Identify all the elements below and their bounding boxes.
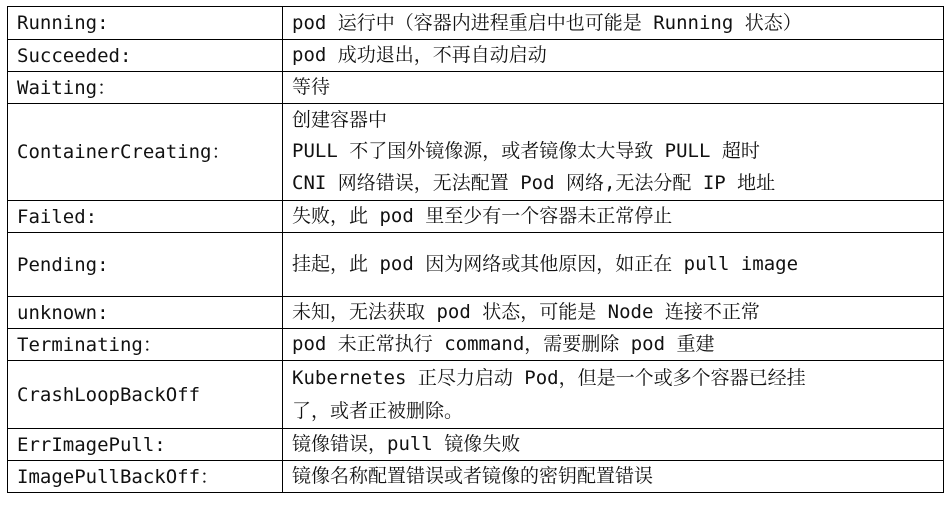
description-cell — [283, 297, 944, 329]
state-cell: ContainerCreating： — [8, 104, 283, 201]
description-cell — [283, 361, 944, 429]
state-cell: Running: — [8, 7, 283, 40]
state-cell: CrashLoopBackOff — [8, 361, 283, 429]
state-cell: unknown: — [8, 297, 283, 329]
description-cell — [283, 72, 944, 104]
description-line: pod 成功退出，不再自动启动 — [292, 44, 547, 66]
table-row — [8, 7, 944, 40]
table-row — [8, 104, 944, 201]
description-line: 未知，无法获取 pod 状态，可能是 Node 连接不正常 — [292, 301, 760, 323]
description-cell — [283, 329, 944, 361]
description-line: pod 未正常执行 command，需要删除 pod 重建 — [292, 333, 715, 355]
state-cell: Succeeded: — [8, 40, 283, 72]
description-line: Kubernetes 正尽力启动 Pod，但是一个或多个容器已经挂 — [292, 366, 806, 389]
state-cell: ErrImagePull: — [8, 429, 283, 461]
table-row — [8, 72, 944, 104]
description-cell — [283, 201, 944, 233]
description-cell — [283, 7, 944, 40]
description-cell — [283, 429, 944, 461]
table-row — [8, 40, 944, 72]
table-row — [8, 361, 944, 429]
description-cell — [283, 461, 944, 493]
table-row — [8, 461, 944, 493]
description-line: 镜像名称配置错误或者镜像的密钥配置错误 — [292, 465, 654, 487]
state-cell: Failed: — [8, 201, 283, 233]
description-line: CNI 网络错误，无法配置 Pod 网络,无法分配 IP 地址 — [292, 171, 776, 194]
table-row — [8, 201, 944, 233]
description-cell — [283, 233, 944, 297]
table-row — [8, 329, 944, 361]
description-line: 挂起，此 pod 因为网络或其他原因，如正在 pull image — [292, 253, 799, 275]
state-cell: Waiting： — [8, 72, 283, 104]
description-cell — [283, 104, 944, 201]
state-cell: ImagePullBackOff： — [8, 461, 283, 493]
pod-status-table — [7, 6, 944, 493]
table-row — [8, 297, 944, 329]
description-cell — [283, 40, 944, 72]
state-cell: Terminating： — [8, 329, 283, 361]
description-line: PULL 不了国外镜像源，或者镜像太大导致 PULL 超时 — [292, 140, 760, 163]
description-line: 创建容器中 — [292, 108, 388, 131]
description-line: 了，或者正被删除。 — [292, 399, 464, 422]
description-line: 等待 — [292, 76, 331, 98]
description-line: pod 运行中（容器内进程重启中也可能是 Running 状态） — [292, 11, 802, 34]
table-row — [8, 429, 944, 461]
state-cell: Pending: — [8, 233, 283, 297]
description-line: 失败，此 pod 里至少有一个容器未正常停止 — [292, 205, 673, 227]
table-row — [8, 233, 944, 297]
description-line: 镜像错误，pull 镜像失败 — [292, 433, 521, 455]
